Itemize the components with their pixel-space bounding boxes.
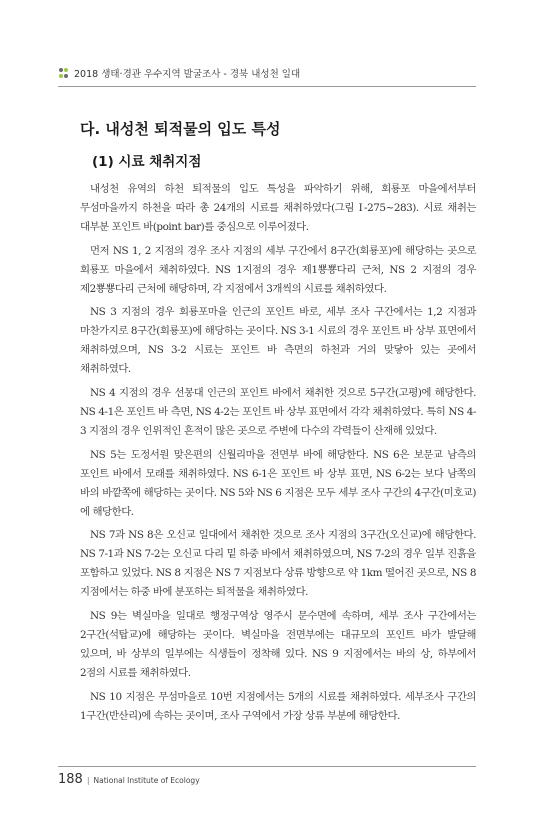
dot xyxy=(64,68,68,72)
paragraph: 내성천 유역의 하천 퇴적물의 입도 특성을 파악하기 위해, 회룡포 마을에서부터 무섬마을까지 하천을 따라 총 24개의 시료를 채취하였다(그림 Ⅰ-275~283). 시료 채취는 대부분 포인트 바(point bar)를 중심으로 이루어졌다. xyxy=(80,183,476,233)
section-title: 다. 내성천 퇴적물의 입도 특성 xyxy=(80,120,281,138)
running-title: 2018 생태·경관 우수지역 발굴조사 - 경북 내성천 일대 xyxy=(74,69,301,80)
subsection-title: (1) 시료 채취지점 xyxy=(92,154,202,170)
footer-divider xyxy=(58,766,476,767)
paragraph: NS 9는 벽실마을 일대로 행정구역상 영주시 문수면에 속하며, 세부 조사 구간에서는 2구간(석탑교)에 해당하는 곳이다. 벽실마을 전면부에는 대규모의 포인트 바가 발달해 있으며, 바 상부의 일부에는 식생들이 정착해 있다. NS 9 지점에서는 바의 상, 하부에서 2점의 시료를 채취하였다. xyxy=(80,610,476,679)
paragraph: NS 4 지점의 경우 선몽대 인근의 포인트 바에서 채취한 것으로 5구간(고평)에 해당한다. NS 4-1은 포인트 바 측면, NS 4-2는 포인트 바 상부 표면에서 각각 채취하였다. 특히 NS 4-3 지점의 경우 인위적인 흔적이 많은 곳으로 주변에 다수의 각력들이 산재해 있었다. xyxy=(80,387,476,437)
header-dots-icon xyxy=(58,68,69,79)
paragraph: NS 3 지점의 경우 회룡포마을 인근의 포인트 바로, 세부 조사 구간에서는 1,2 지점과 마찬가지로 8구간(회룡포)에 해당하는 곳이다. NS 3-1 시료의 경우 포인트 바 상부 표면에서 채취하였으며, NS 3-2 시료는 포인트 바 측면의 하천과 거의 맞닿아 있는 곳에서 채취하였다. xyxy=(80,306,476,376)
paragraph: NS 7과 NS 8은 오신교 일대에서 채취한 것으로 조사 지점의 3구간(오신교)에 해당한다. NS 7-1과 NS 7-2는 오신교 다리 밑 하중 바에서 채취하였으며, NS 7-2의 경우 일부 진흙을 포함하고 있었다. NS 8 지점은 NS 7 지점보다 상류 방향으로 약 1km 떨어진 곳으로, NS 8 지점에서는 하중 바에 분포하는 퇴적물을 채취하였다. xyxy=(80,529,476,599)
paragraph: NS 10 지점은 무섬마을로 10번 지점에서는 5개의 시료를 채취하였다. 세부조사 구간의 1구간(반산리)에 속하는 곳이며, 조사 구역에서 가장 상류 부분에 해당한다. xyxy=(80,690,476,722)
paragraph: 먼저 NS 1, 2 지점의 경우 조사 지점의 세부 구간에서 8구간(회룡포)에 해당하는 곳으로 회룡포 마을에서 채취하였다. NS 1지점의 경우 제1뿅뿅다리 근처, NS 2 지점의 경우 제2뿅뿅다리 근처에 해당하며, 각 지점에서 3개씩의 시료를 채취하였다. xyxy=(80,244,476,295)
dot xyxy=(59,74,63,78)
page-number: 188 xyxy=(58,772,83,787)
header-divider xyxy=(58,86,476,87)
running-header xyxy=(58,66,478,80)
institute-name: National Institute of Ecology xyxy=(93,776,200,785)
footer-separator: | xyxy=(86,776,90,785)
body-text xyxy=(80,180,476,730)
dot xyxy=(64,74,68,78)
page-footer xyxy=(58,772,200,787)
paragraph: NS 5는 도정서원 맞은편의 신월리마을 전면부 바에 해당한다. NS 6은 보문교 남측의 포인트 바에서 모래를 채취하였다. NS 6-1은 포인트 바 상부 표면, NS 6-2는 보다 남쪽의 바의 바깥쪽에 해당하는 곳이다. NS 5와 NS 6 지점은 모두 세부 조사 구간의 4구간(미호교)에 해당한다. xyxy=(80,448,476,518)
dot xyxy=(59,68,63,72)
